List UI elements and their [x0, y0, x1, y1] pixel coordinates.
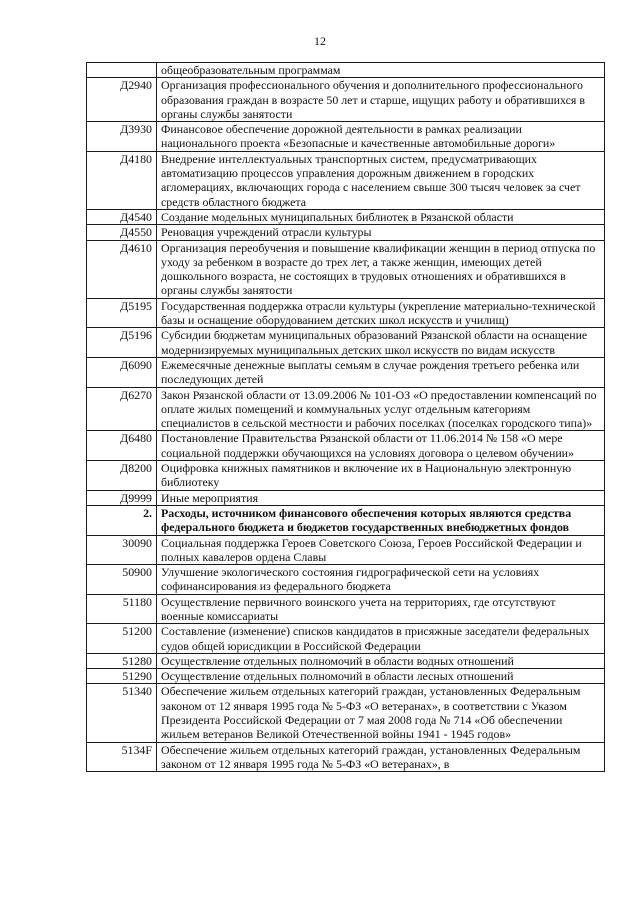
row-description: Обеспечение жильем отдельных категорий граждан, установленных Федеральным законом от 12 января 1995 года № 5-ФЗ «О ветеранах», в [157, 742, 605, 772]
row-code: Д8200 [87, 461, 157, 491]
table-row [87, 357, 605, 387]
table-row [87, 328, 605, 358]
row-description: Осуществление отдельных полномочий в области лесных отношений [157, 669, 605, 684]
table-row [87, 225, 605, 240]
table-row [87, 63, 605, 78]
row-code: Д4540 [87, 209, 157, 224]
row-description: Составление (изменение) списков кандидатов в присяжные заседатели федеральных судов общей юрисдикции в Российской Федерации [157, 624, 605, 654]
row-code: 50900 [87, 565, 157, 595]
row-description: Финансовое обеспечение дорожной деятельности в рамках реализации национального проекта «Безопасные и качественные автомобильные дороги» [157, 122, 605, 152]
row-description: Субсидии бюджетам муниципальных образований Рязанской области на оснащение модернизируемых муниципальных детских школ искусств по видам искусств [157, 328, 605, 358]
table-row [87, 209, 605, 224]
table-row [87, 431, 605, 461]
table-row [87, 653, 605, 668]
table-row [87, 78, 605, 122]
table-row [87, 490, 605, 505]
row-code: Д5195 [87, 298, 157, 328]
row-code: Д4550 [87, 225, 157, 240]
row-code: Д6480 [87, 431, 157, 461]
row-code: 2. [87, 505, 157, 535]
row-code: 51180 [87, 594, 157, 624]
row-description: Организация профессионального обучения и дополнительного профессионального образования граждан в возрасте 50 лет и старше, ищущих работу и обратившихся в органы службы занятости [157, 78, 605, 122]
table-row [87, 298, 605, 328]
table-row [87, 669, 605, 684]
table-row [87, 742, 605, 772]
row-code: Д6090 [87, 357, 157, 387]
row-code: Д9999 [87, 490, 157, 505]
row-code: 51200 [87, 624, 157, 654]
row-description: Оцифровка книжных памятников и включение их в Национальную электронную библиотеку [157, 461, 605, 491]
row-description: Государственная поддержка отрасли культуры (укрепление материально-технической базы и оснащение оборудованием детских школ искусств и училищ) [157, 298, 605, 328]
table-row [87, 684, 605, 742]
page-number: 12 [314, 34, 326, 48]
row-code [87, 63, 157, 78]
row-description: Организация переобучения и повышение квалификации женщин в период отпуска по уходу за ребенком в возрасте до трех лет, а также женщин, имеющих детей дошкольного возраста, не состоящих в трудовых отношениях и обратившихся в органы службы занятости [157, 240, 605, 298]
row-code: Д2940 [87, 78, 157, 122]
row-description: Улучшение экологического состояния гидрографической сети на условиях софинансирования из федерального бюджета [157, 565, 605, 595]
row-description: Реновация учреждений отрасли культуры [157, 225, 605, 240]
row-description: Создание модельных муниципальных библиотек в Рязанской области [157, 209, 605, 224]
row-code: Д5196 [87, 328, 157, 358]
table-row [87, 535, 605, 565]
row-description: Постановление Правительства Рязанской области от 11.06.2014 № 158 «О мерe социальной поддержки обучающихся на условиях договора о целевом обучении» [157, 431, 605, 461]
row-description: Социальная поддержка Героев Советского Союза, Героев Российской Федерации и полных кавалеров ордена Славы [157, 535, 605, 565]
row-code: Д4610 [87, 240, 157, 298]
table-row [87, 151, 605, 209]
table-row [87, 565, 605, 595]
table-row [87, 122, 605, 152]
row-code: 51290 [87, 669, 157, 684]
section-row [87, 505, 605, 535]
row-code: Д4180 [87, 151, 157, 209]
row-description: Закон Рязанской области от 13.09.2006 № 101-ОЗ «О предоставлении компенсаций по оплате жилых помещений и коммунальных услуг отдельным категориям специалистов в сельской местности и рабочих поселках (поселках городского типа)» [157, 387, 605, 431]
row-description: Осуществление первичного воинского учета на территориях, где отсутствуют военные комиссариаты [157, 594, 605, 624]
table-row [87, 594, 605, 624]
row-description: Внедрение интеллектуальных транспортных систем, предусматривающих автоматизацию процессов управления дорожным движением в городских агломерациях, включающих города с населением свыше 300 тысяч человек за счет средств областного бюджета [157, 151, 605, 209]
expense-codes-table [86, 62, 605, 772]
table-row [87, 624, 605, 654]
row-description: Ежемесячные денежные выплаты семьям в случае рождения третьего ребенка или последующих детей [157, 357, 605, 387]
row-description: Осуществление отдельных полномочий в области водных отношений [157, 653, 605, 668]
row-description: Иные мероприятия [157, 490, 605, 505]
row-description: общеобразовательным программам [157, 63, 605, 78]
row-code: 51340 [87, 684, 157, 742]
row-code: Д6270 [87, 387, 157, 431]
row-code: 30090 [87, 535, 157, 565]
row-code: Д3930 [87, 122, 157, 152]
row-description: Расходы, источником финансового обеспечения которых являются средства федерального бюджета и бюджетов государственных внебюджетных фондов [157, 505, 605, 535]
table-row [87, 387, 605, 431]
table-row [87, 461, 605, 491]
table-row [87, 240, 605, 298]
row-description: Обеспечение жильем отдельных категорий граждан, установленных Федеральным законом от 12 января 1995 года № 5-ФЗ «О ветеранах», в соответствии с Указом Президента Российской Федерации от 7 мая 2008 года № 714 «Об обеспечении жильем ветеранов Великой Отечественной войны 1941 - 1945 годов» [157, 684, 605, 742]
table-body [87, 63, 605, 772]
row-code: 51280 [87, 653, 157, 668]
row-code: 5134F [87, 742, 157, 772]
